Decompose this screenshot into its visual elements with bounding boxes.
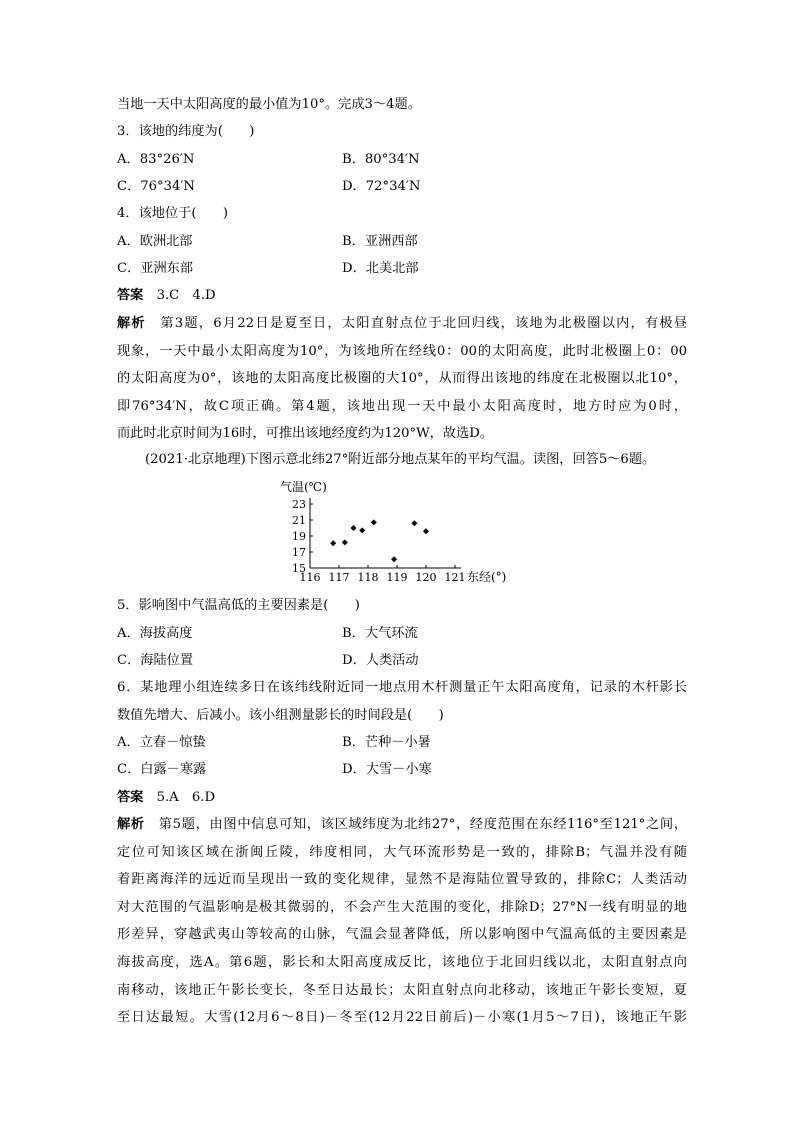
question-4-option-c: C．亚洲东部	[117, 261, 194, 276]
question-6-option-c: C．白露－寒露	[117, 762, 207, 777]
data-point	[371, 519, 377, 525]
question-4-stem: 4．该地位于( )	[117, 206, 228, 221]
x-tick-label: 119	[386, 571, 408, 584]
analysis-1-line-2: 现象，一天中最小太阳高度为10°，为该地所在经线0：00的太阳高度，此时北极圈上0：00	[117, 343, 687, 359]
y-tick-label: 19	[292, 530, 306, 543]
analysis-2-line-4: 对大范围的气温影响是极其微弱的，不会产生大范围的变化，排除D；27°N一线有明显的地	[117, 899, 687, 915]
x-tick-label: 117	[328, 571, 350, 584]
temperature-scatter-chart	[270, 478, 530, 588]
analysis-2	[117, 816, 687, 1037]
question-5-option-a: A．海拔高度	[117, 626, 193, 641]
question-4-option-d: D．北美北部	[342, 261, 419, 276]
question-4-option-b: B．亚洲西部	[342, 234, 418, 249]
answer-1-label: 答案	[117, 288, 144, 303]
answer-2-label: 答案	[117, 790, 144, 805]
data-point	[351, 525, 357, 531]
answer-2	[117, 789, 215, 807]
question-3-option-a: A．83°26′N	[117, 152, 195, 167]
analysis-1-line-5: 而此时北京时间为16时，可推出该地经度约为120°W，故选D。	[117, 426, 493, 442]
answer-1-text: 3.C 4.D	[156, 288, 216, 303]
question-6-stem	[117, 679, 687, 734]
y-tick-label: 15	[292, 562, 306, 575]
data-point	[391, 556, 397, 562]
analysis-2-line-1	[117, 816, 687, 844]
analysis-2-line-8: 至日达最短。大雪(12月6～8日)－冬至(12月22日前后)－小寒(1月5～7日)，该地正午影	[117, 1010, 687, 1026]
y-axis-label: 气温(℃)	[280, 480, 327, 494]
intro-text: 当地一天中太阳高度的最小值为10°。完成3～4题。	[117, 97, 421, 112]
analysis-1-line-3: 的太阳高度为0°，该地的太阳高度比极圈的大10°，从而得出该地的纬度在北极圈以北10°，	[117, 371, 687, 387]
data-point	[342, 539, 348, 545]
question-5-option-d: D．人类活动	[342, 653, 419, 668]
analysis-1-label: 解析	[117, 316, 146, 331]
question-5-option-b: B．大气环流	[342, 626, 418, 641]
question-4-option-a: A．欧洲北部	[117, 234, 193, 249]
analysis-1-line-1	[117, 315, 687, 343]
answer-1	[117, 287, 216, 305]
analysis-2-text-1: 第5题，由图中信息可知，该区域纬度为北纬27°，经度范围在东经116°至121°之间，	[158, 817, 688, 832]
question-6-option-a: A．立春－惊蛰	[117, 735, 206, 750]
x-tick-label: 121	[444, 571, 466, 584]
intro-2-text: (2021·北京地理)下图示意北纬27°附近部分地点某年的平均气温。读图，回答5～6题。	[145, 452, 656, 467]
question-3-stem: 3．该地的纬度为( )	[117, 124, 255, 139]
y-tick-label: 21	[292, 514, 306, 527]
question-6-option-d: D．大雪－小寒	[342, 762, 432, 777]
question-6-option-b: B．芒种－小暑	[342, 735, 431, 750]
analysis-1-line-4: 即76°34′N，故C项正确。第4题，该地出现一天中最小太阳高度时，地方时应为0时，	[117, 398, 687, 414]
data-point	[423, 528, 429, 534]
x-axis-label: 东经(°)	[467, 570, 507, 584]
x-tick-label: 116	[299, 571, 321, 584]
data-point	[359, 527, 365, 533]
question-3-option-b: B．80°34′N	[342, 152, 420, 167]
analysis-2-line-2: 定位可知该区域在浙闽丘陵，纬度相同，大气环流形势是一致的，排除B；气温并没有随	[117, 844, 687, 860]
analysis-2-line-7: 南移动，该地正午影长变长，冬至日达最长；太阳直射点向北移动，该地正午影长变短，夏	[117, 982, 687, 998]
question-5-stem: 5．影响图中气温高低的主要因素是( )	[117, 598, 360, 613]
y-tick-label: 17	[292, 546, 306, 559]
data-point	[411, 520, 417, 526]
analysis-2-label: 解析	[117, 817, 145, 832]
data-point	[330, 540, 336, 546]
question-3-option-c: C．76°34′N	[117, 179, 195, 194]
analysis-2-line-6: 海拔高度，选A。第6题，影长和太阳高度成反比，该地位于北回归线以北，太阳直射点向	[117, 954, 687, 970]
x-tick-label: 120	[415, 571, 437, 584]
analysis-1-text-1: 第3题，6月22日是夏至日，太阳直射点位于北回归线，该地为北极圈以内，有极昼	[160, 316, 688, 331]
x-tick-label: 118	[357, 571, 379, 584]
analysis-2-line-3: 着距离海洋的远近而呈现出一致的变化规律，显然不是海陆位置导致的，排除C；人类活动	[117, 872, 687, 888]
y-tick-label: 23	[292, 498, 306, 511]
answer-2-text: 5.A 6.D	[156, 790, 216, 805]
question-6-stem-line-2: 数值先增大、后减小。该小组测量影长的时间段是( )	[117, 707, 444, 723]
analysis-1	[117, 315, 687, 453]
question-5-option-c: C．海陆位置	[117, 653, 194, 668]
analysis-2-line-5: 形差异，穿越武夷山等较高的山脉，气温会显著降低，所以影响图中气温高低的主要因素是	[117, 927, 687, 943]
question-3-option-d: D．72°34′N	[342, 179, 421, 194]
question-6-stem-line-1: 6．某地理小组连续多日在该纬线附近同一地点用木杆测量正午太阳高度角，记录的木杆影长	[117, 680, 687, 695]
